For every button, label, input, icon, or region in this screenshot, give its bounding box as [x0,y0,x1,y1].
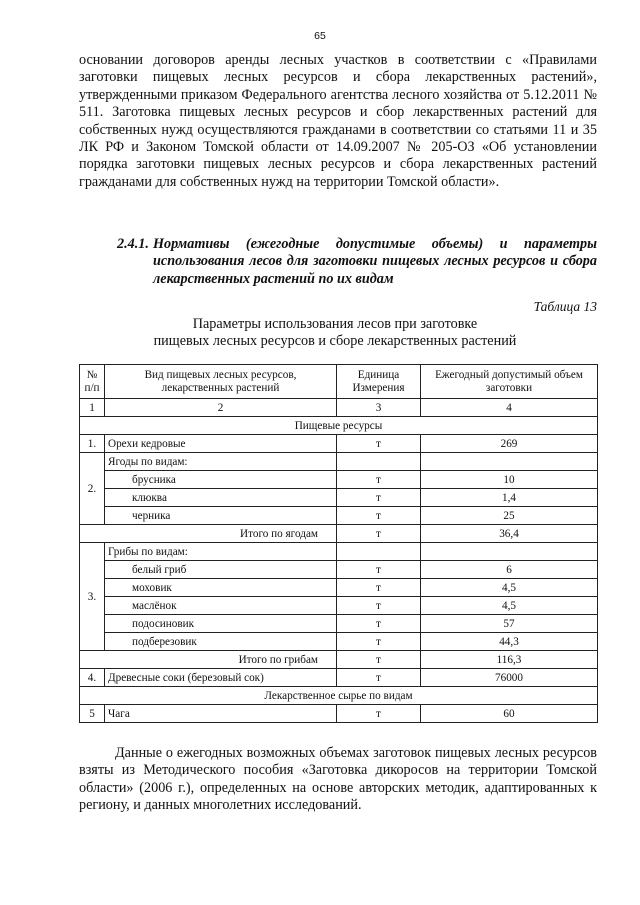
section-row-medicinal [80,687,598,705]
row-value: 60 [421,705,598,723]
row-value: 25 [421,507,598,525]
page-number: 65 [314,30,326,42]
row-name: клюква [105,489,337,507]
total-row [80,651,598,669]
col-number: 3 [337,399,421,417]
header-volume: Ежегодный допустимый объем заготовки [421,365,598,399]
row-name: Чага [105,705,337,723]
section-number: 2.4.1. [117,236,149,252]
row-unit: т [337,651,421,669]
row-name: черника [105,507,337,525]
table-title-line-1: Параметры использования лесов при заготовке [192,316,478,332]
section-row-food [80,417,598,435]
row-value: 57 [421,615,598,633]
row-unit: т [337,471,421,489]
table-row [80,543,598,561]
col-number: 4 [421,399,598,417]
row-value: 116,3 [421,651,598,669]
row-value: 44,3 [421,633,598,651]
row-unit: т [337,633,421,651]
row-unit: т [337,507,421,525]
table-row [80,669,598,687]
row-name: маслёнок [105,597,337,615]
total-label: Итого по ягодам [80,525,337,543]
row-unit: т [337,525,421,543]
table-row [80,453,598,471]
table-label: Таблица 13 [533,299,597,314]
column-number-row [80,399,598,417]
section-food-label: Пищевые ресурсы [80,417,598,435]
header-num: № п/п [80,365,105,399]
section-heading [117,236,597,288]
row-name: брусника [105,471,337,489]
row-unit: т [337,561,421,579]
row-name: Древесные соки (березовый сок) [105,669,337,687]
row-name: подберезовик [105,633,337,651]
total-row [80,525,598,543]
table-title [80,316,590,351]
section-title: Нормативы (ежегодные допустимые объемы) и параметры использования лесов для заготовки пищевых лесных ресурсов и сбора лекарственных растений по их видам [153,236,597,287]
row-unit: т [337,435,421,453]
row-value: 4,5 [421,579,598,597]
row-num: 4. [80,669,105,687]
group-label: Ягоды по видам: [105,453,337,471]
table-row [80,579,598,597]
table-row [80,471,598,489]
row-num: 5 [80,705,105,723]
table-row [80,633,598,651]
row-unit: т [337,615,421,633]
row-value: 36,4 [421,525,598,543]
col-number: 1 [80,399,105,417]
table-row [80,705,598,723]
row-unit: т [337,597,421,615]
section-med-label: Лекарственное сырье по видам [80,687,598,705]
header-unit: Единица Измерения [337,365,421,399]
row-unit: т [337,705,421,723]
closing-paragraph: Данные о ежегодных возможных объемах заготовок пищевых лесных ресурсов взяты из Методического пособия «Заготовка дикоросов на территории Томской области» (2006 г.), определенных на основе авторских методик, адаптированных к региону, и данных многолетних исследований. [79,745,597,814]
row-num: 3. [80,543,105,651]
row-unit: т [337,669,421,687]
table-row [80,435,598,453]
row-name: белый гриб [105,561,337,579]
row-num: 2. [80,453,105,525]
row-unit: т [337,489,421,507]
row-value: 1,4 [421,489,598,507]
row-name: подосиновик [105,615,337,633]
header-kind: Вид пищевых лесных ресурсов, лекарственных растений [105,365,337,399]
table-row [80,561,598,579]
table-title-line-2: пищевых лесных ресурсов и сборе лекарственных растений [153,333,517,350]
row-value: 4,5 [421,597,598,615]
row-value: 76000 [421,669,598,687]
row-unit: т [337,579,421,597]
group-label: Грибы по видам: [105,543,337,561]
resources-table [79,364,598,723]
col-number: 2 [105,399,337,417]
table-row [80,615,598,633]
row-num: 1. [80,435,105,453]
row-value: 6 [421,561,598,579]
table-header-row [80,365,598,399]
table-row [80,507,598,525]
row-name: Орехи кедровые [105,435,337,453]
row-name: моховик [105,579,337,597]
table-row [80,597,598,615]
total-label: Итого по грибам [80,651,337,669]
table-row [80,489,598,507]
row-value: 10 [421,471,598,489]
row-value: 269 [421,435,598,453]
intro-paragraph: основании договоров аренды лесных участков в соответствии с «Правилами заготовки пищевых лесных ресурсов и сбора лекарственных растений», утвержденными приказом Федерального агентства лесного хозяйства от 5.12.2011 № 511. Заготовка пищевых лесных ресурсов и сбор лекарственных растений для собственных нужд осуществляются гражданами в соответствии со статьями 11 и 35 ЛК РФ и Законом Томской области от 14.09.2007 № 205-ОЗ «Об установлении порядка заготовки пищевых лесных ресурсов и сбора лекарственных растений гражданами для собственных нужд на территории Томской области». [79,52,597,190]
